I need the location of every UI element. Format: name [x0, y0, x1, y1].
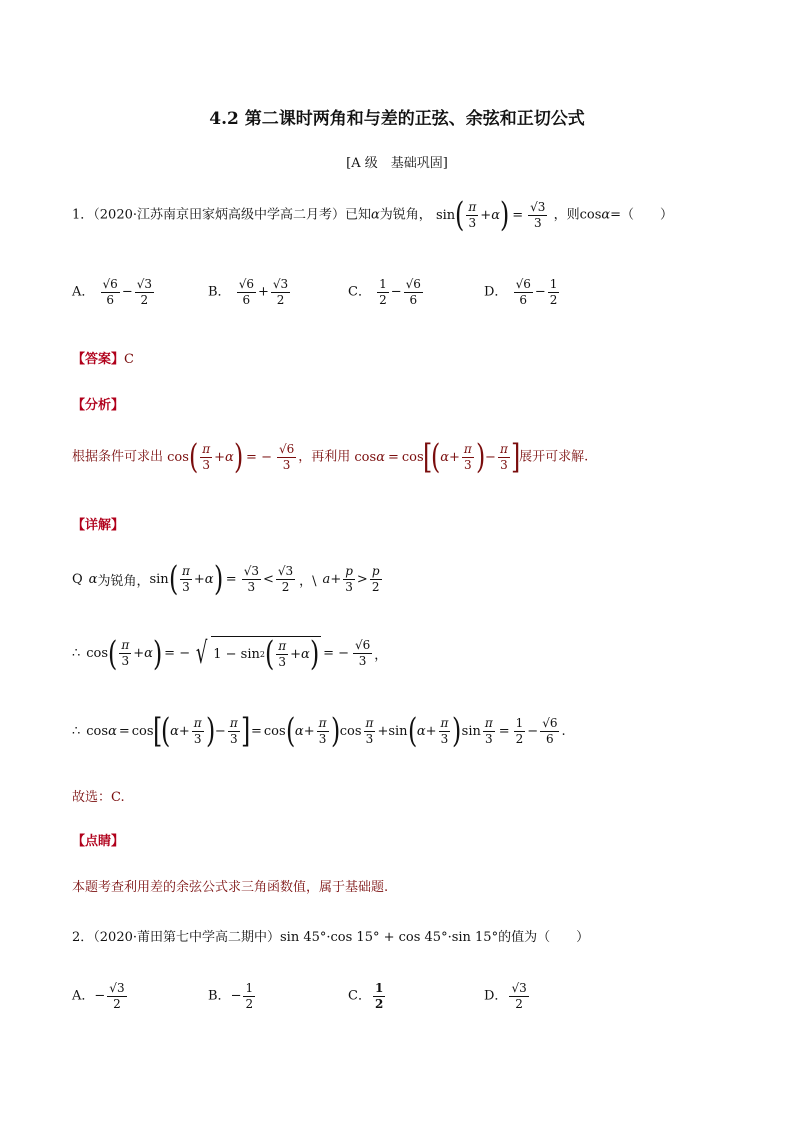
detail-heading: 【详解】: [72, 518, 125, 533]
q2-option-d[interactable]: D． $\frac{√3}{2}$: [484, 981, 527, 1011]
q1-option-b[interactable]: B． $\frac{√6}{6}$ + $\frac{√3}{2}$: [208, 277, 289, 307]
answer-line: 【答案】C: [72, 352, 134, 367]
analysis-heading: 【分析】: [72, 398, 125, 413]
level-heading: [A 级 基础巩固]: [346, 156, 448, 171]
q1-option-c[interactable]: C． $\frac{1}{2}$ − $\frac{√6}{6}$: [348, 277, 421, 307]
q1-sin-expression: sin ( $\frac{\pi}{3}$ + α ) = $\frac{√3}{3}$: [435, 195, 546, 235]
q2-option-c[interactable]: C． $\frac{1}{2}$: [348, 981, 384, 1011]
question-1-stem: 1．（2020·江苏南京田家炳高级中学高二月考）已知α为锐角， sin ( $\frac{\pi}{3}$ + α ) = $\frac{√3}{3}$ ，则cosα=（ ）: [72, 195, 674, 235]
conclusion: 故选：C.: [72, 790, 125, 805]
analysis-text: 根据条件可求出 cos ( $\frac{\pi}{3}$ + α ) = − $\frac{√6}{3}$ ，再利用 cos α = cos [ ( α + $\frac{\pi}{3}$ ) − $\frac{\pi}{3}$ ] 展开可求解.: [72, 437, 589, 477]
q2-option-b[interactable]: B．− $\frac{1}{2}$: [208, 981, 254, 1011]
page-title: 4.2 第二课时两角和与差的正弦、余弦和正切公式: [209, 109, 585, 129]
detail-step-3: ∴ cos α = cos [ ( α + $\frac{\pi}{3}$ ) − $\frac{\pi}{3}$ ] = cos ( α + $\frac{\pi}{3}$ ) cos $\frac{\pi}{3}$ + sin ( α + $\frac{\pi}{3}$ ) sin $\frac{\pi}{3}$ = $\frac{1}{2}$ − $\frac{√6}{6}$ .: [72, 711, 566, 751]
detail-step-2: ∴ cos ( $\frac{\pi}{3}$ + α ) = − √ 1 − sin 2 ( $\frac{\pi}{3}$ + α ) = − $\frac{√6}{3}$ ，: [72, 633, 388, 674]
q1-option-a[interactable]: A． $\frac{√6}{6}$ − $\frac{√3}{2}$: [72, 277, 152, 307]
q1-option-d[interactable]: D． $\frac{√6}{6}$ − $\frac{1}{2}$: [484, 277, 558, 307]
detail-step-1: Q α 为锐角， sin ( $\frac{\pi}{3}$ + α ) = $\frac{√3}{3}$ < $\frac{√3}{2}$ ，\ a + $\frac{p}{3}$ > $\frac{p}{2}$: [72, 559, 380, 599]
comment-text: 本题考查利用差的余弦公式求三角函数值，属于基础题.: [72, 880, 389, 895]
q2-option-a[interactable]: A．− $\frac{√3}{2}$: [72, 981, 125, 1011]
question-2-stem: 2．（2020·莆田第七中学高二期中）sin 45°·cos 15° + cos 45°·sin 15°的值为（ ）: [72, 930, 590, 945]
comment-heading: 【点睛】: [72, 834, 125, 849]
